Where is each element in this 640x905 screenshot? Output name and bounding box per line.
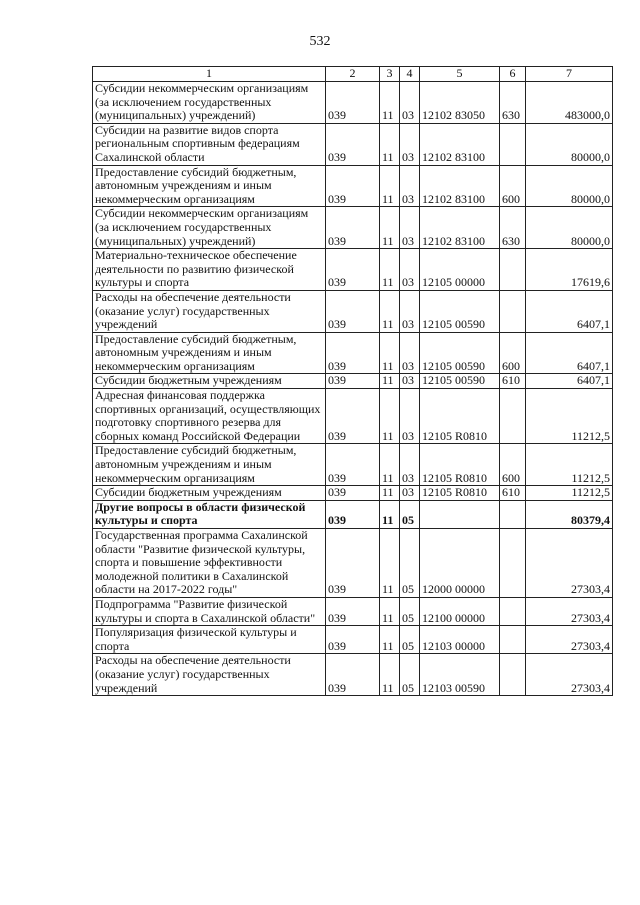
row-amount-cell: 6407,1 [526, 290, 613, 332]
table-row [93, 626, 613, 654]
row-code-cell: 039 [326, 626, 380, 654]
column-header: 7 [526, 67, 613, 82]
table-row [93, 500, 613, 528]
row-target-cell: 12102 83100 [420, 165, 500, 207]
row-code-cell: 039 [326, 597, 380, 625]
row-name-cell: Субсидии бюджетным учреждениям [93, 486, 326, 501]
row-type-cell [500, 249, 526, 291]
row-target-cell: 12102 83100 [420, 207, 500, 249]
row-amount-cell: 27303,4 [526, 626, 613, 654]
row-section-cell: 11 [380, 82, 400, 124]
column-header: 6 [500, 67, 526, 82]
row-type-cell: 610 [500, 486, 526, 501]
table-row [93, 249, 613, 291]
row-subsection-cell: 03 [400, 332, 420, 374]
row-amount-cell: 11212,5 [526, 486, 613, 501]
row-subsection-cell: 03 [400, 290, 420, 332]
row-type-cell: 630 [500, 82, 526, 124]
row-type-cell: 600 [500, 332, 526, 374]
table-row [93, 374, 613, 389]
row-amount-cell: 80379,4 [526, 500, 613, 528]
row-section-cell: 11 [380, 207, 400, 249]
column-header: 1 [93, 67, 326, 82]
row-amount-cell: 27303,4 [526, 597, 613, 625]
table-row [93, 332, 613, 374]
row-target-cell: 12105 00590 [420, 290, 500, 332]
column-header: 5 [420, 67, 500, 82]
row-subsection-cell: 05 [400, 626, 420, 654]
column-header: 2 [326, 67, 380, 82]
row-target-cell: 12103 00000 [420, 626, 500, 654]
row-code-cell: 039 [326, 290, 380, 332]
column-header: 3 [380, 67, 400, 82]
row-code-cell: 039 [326, 389, 380, 444]
row-type-cell [500, 626, 526, 654]
row-type-cell [500, 389, 526, 444]
row-subsection-cell: 03 [400, 486, 420, 501]
row-code-cell: 039 [326, 500, 380, 528]
row-section-cell: 11 [380, 500, 400, 528]
row-subsection-cell: 03 [400, 123, 420, 165]
row-name-cell: Подпрограмма "Развитие физической культуры и спорта в Сахалинской области" [93, 597, 326, 625]
row-name-cell: Государственная программа Сахалинской области "Развитие физической культуры, спорта и повышение эффективности молодежной политики в Сахалинской области на 2017-2022 годы" [93, 529, 326, 598]
row-target-cell: 12105 00590 [420, 332, 500, 374]
row-name-cell: Предоставление субсидий бюджетным, автономным учреждениям и иным некоммерческим организациям [93, 444, 326, 486]
row-code-cell: 039 [326, 654, 380, 696]
row-type-cell [500, 123, 526, 165]
row-target-cell: 12105 R0810 [420, 444, 500, 486]
row-section-cell: 11 [380, 654, 400, 696]
row-target-cell: 12000 00000 [420, 529, 500, 598]
table-body [93, 82, 613, 696]
table-row [93, 207, 613, 249]
row-amount-cell: 80000,0 [526, 123, 613, 165]
row-name-cell: Предоставление субсидий бюджетным, автономным учреждениям и иным некоммерческим организациям [93, 165, 326, 207]
table-row [93, 165, 613, 207]
budget-table [92, 66, 613, 696]
row-section-cell: 11 [380, 374, 400, 389]
row-subsection-cell: 05 [400, 500, 420, 528]
row-section-cell: 11 [380, 529, 400, 598]
row-type-cell: 600 [500, 444, 526, 486]
row-name-cell: Материально-техническое обеспечение деятельности по развитию физической культуры и спорта [93, 249, 326, 291]
row-target-cell: 12102 83100 [420, 123, 500, 165]
table-row [93, 597, 613, 625]
row-name-cell: Другие вопросы в области физической культуры и спорта [93, 500, 326, 528]
row-name-cell: Расходы на обеспечение деятельности (оказание услуг) государственных учреждений [93, 290, 326, 332]
row-amount-cell: 27303,4 [526, 654, 613, 696]
row-subsection-cell: 03 [400, 165, 420, 207]
row-section-cell: 11 [380, 389, 400, 444]
row-type-cell: 610 [500, 374, 526, 389]
row-amount-cell: 11212,5 [526, 444, 613, 486]
row-name-cell: Адресная финансовая поддержка спортивных организаций, осуществляющих подготовку спортивного резерва для сборных команд Российской Федерации [93, 389, 326, 444]
row-target-cell: 12103 00590 [420, 654, 500, 696]
row-name-cell: Популяризация физической культуры и спорта [93, 626, 326, 654]
row-amount-cell: 6407,1 [526, 332, 613, 374]
row-type-cell [500, 597, 526, 625]
row-section-cell: 11 [380, 123, 400, 165]
row-target-cell: 12105 R0810 [420, 486, 500, 501]
row-target-cell: 12105 00590 [420, 374, 500, 389]
row-section-cell: 11 [380, 332, 400, 374]
table-row [93, 290, 613, 332]
row-name-cell: Расходы на обеспечение деятельности (оказание услуг) государственных учреждений [93, 654, 326, 696]
row-subsection-cell: 05 [400, 654, 420, 696]
row-target-cell: 12105 00000 [420, 249, 500, 291]
row-code-cell: 039 [326, 249, 380, 291]
row-type-cell: 630 [500, 207, 526, 249]
row-type-cell [500, 500, 526, 528]
row-type-cell [500, 529, 526, 598]
header-row [93, 67, 613, 82]
row-section-cell: 11 [380, 486, 400, 501]
row-type-cell: 600 [500, 165, 526, 207]
row-type-cell [500, 290, 526, 332]
table-row [93, 389, 613, 444]
row-section-cell: 11 [380, 165, 400, 207]
row-subsection-cell: 03 [400, 207, 420, 249]
row-target-cell: 12105 R0810 [420, 389, 500, 444]
row-subsection-cell: 05 [400, 597, 420, 625]
row-code-cell: 039 [326, 123, 380, 165]
table-row [93, 486, 613, 501]
page-number: 532 [309, 34, 331, 49]
table-row [93, 654, 613, 696]
row-amount-cell: 80000,0 [526, 207, 613, 249]
row-code-cell: 039 [326, 486, 380, 501]
row-code-cell: 039 [326, 332, 380, 374]
row-section-cell: 11 [380, 444, 400, 486]
row-code-cell: 039 [326, 82, 380, 124]
row-code-cell: 039 [326, 374, 380, 389]
row-name-cell: Предоставление субсидий бюджетным, автономным учреждениям и иным некоммерческим организациям [93, 332, 326, 374]
table-row [93, 123, 613, 165]
table-row [93, 529, 613, 598]
row-subsection-cell: 03 [400, 389, 420, 444]
column-header: 4 [400, 67, 420, 82]
row-subsection-cell: 03 [400, 444, 420, 486]
row-name-cell: Субсидии некоммерческим организациям (за исключением государственных (муниципальных) учреждений) [93, 82, 326, 124]
row-section-cell: 11 [380, 249, 400, 291]
row-code-cell: 039 [326, 165, 380, 207]
row-subsection-cell: 03 [400, 249, 420, 291]
row-subsection-cell: 03 [400, 374, 420, 389]
row-amount-cell: 11212,5 [526, 389, 613, 444]
table-header [93, 67, 613, 82]
table-row [93, 82, 613, 124]
row-section-cell: 11 [380, 626, 400, 654]
row-amount-cell: 483000,0 [526, 82, 613, 124]
row-section-cell: 11 [380, 597, 400, 625]
row-target-cell [420, 500, 500, 528]
row-amount-cell: 80000,0 [526, 165, 613, 207]
row-amount-cell: 6407,1 [526, 374, 613, 389]
row-amount-cell: 17619,6 [526, 249, 613, 291]
row-code-cell: 039 [326, 529, 380, 598]
row-target-cell: 12100 00000 [420, 597, 500, 625]
table-row [93, 444, 613, 486]
row-subsection-cell: 03 [400, 82, 420, 124]
row-name-cell: Субсидии бюджетным учреждениям [93, 374, 326, 389]
row-code-cell: 039 [326, 207, 380, 249]
row-type-cell [500, 654, 526, 696]
row-amount-cell: 27303,4 [526, 529, 613, 598]
row-name-cell: Субсидии на развитие видов спорта региональным спортивным федерациям Сахалинской области [93, 123, 326, 165]
row-target-cell: 12102 83050 [420, 82, 500, 124]
row-section-cell: 11 [380, 290, 400, 332]
row-name-cell: Субсидии некоммерческим организациям (за исключением государственных (муниципальных) учреждений) [93, 207, 326, 249]
row-subsection-cell: 05 [400, 529, 420, 598]
row-code-cell: 039 [326, 444, 380, 486]
